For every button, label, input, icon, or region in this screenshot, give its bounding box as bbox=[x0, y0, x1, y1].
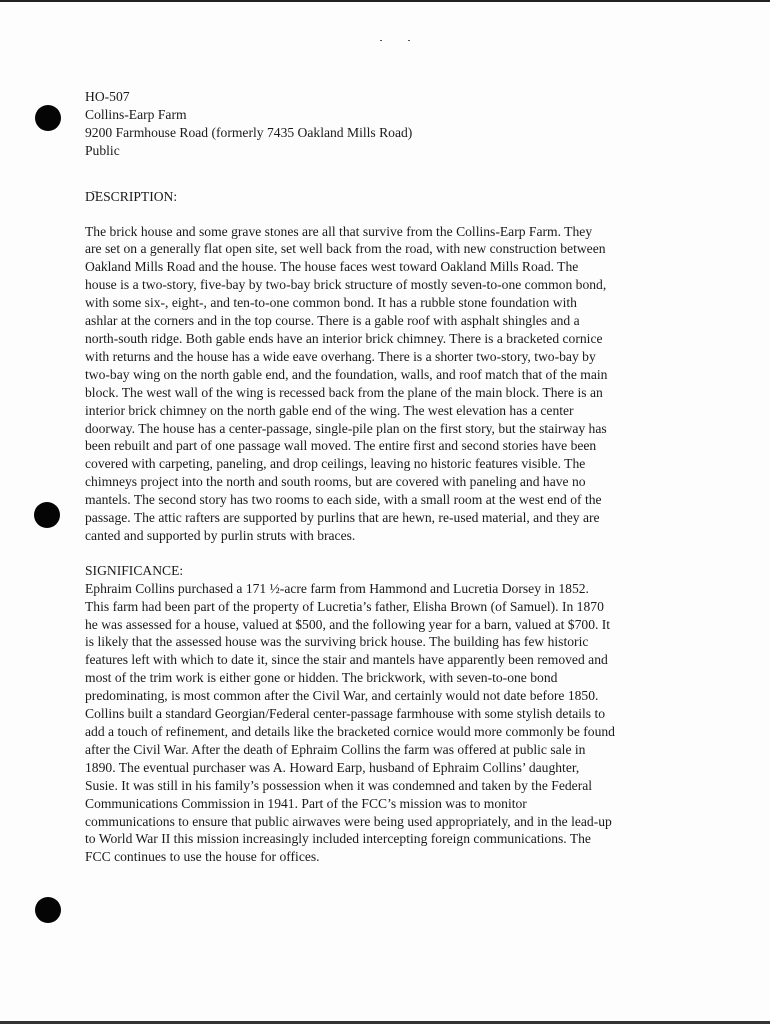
site-header bbox=[85, 88, 685, 160]
description-line: two-bay wing on the north gable end, and the foundation, walls, and roof match that of the main bbox=[85, 366, 608, 382]
scan-speck bbox=[408, 40, 410, 41]
description-line: interior brick chimney on the north gable end of the wing. The west elevation has a center bbox=[85, 402, 574, 418]
description-line: north-south ridge. Both gable ends have an interior brick chimney. There is a bracketed cornice bbox=[85, 330, 603, 346]
significance-line: he was assessed for a house, valued at $500, and the following year for a barn, valued at $700. It bbox=[85, 616, 611, 632]
site-name: Collins-Earp Farm bbox=[85, 106, 187, 122]
significance-line: This farm had been part of the property of Lucretia’s father, Elisha Brown (of Samuel). In 1870 bbox=[85, 598, 604, 614]
description-line: Oakland Mills Road and the house. The house faces west toward Oakland Mills Road. The bbox=[85, 259, 579, 275]
significance-line: after the Civil War. After the death of Ephraim Collins the farm was offered at public sale in bbox=[85, 741, 586, 757]
site-access: Public bbox=[85, 142, 120, 158]
punch-hole-icon bbox=[35, 105, 61, 131]
description-line: passage. The attic rafters are supported by purlins that are hewn, re-used material, and they are bbox=[85, 510, 600, 526]
description-line: with returns and the house has a wide eave overhang. There is a shorter two-story, two-bay by bbox=[85, 348, 596, 364]
significance-line: 1890. The eventual purchaser was A. Howard Earp, husband of Ephraim Collins’ daughter, bbox=[85, 759, 580, 775]
significance-line: features left with which to date it, since the stair and mantels have apparently been removed and bbox=[85, 652, 608, 668]
scan-speck bbox=[380, 40, 382, 41]
description-line: ashlar at the corners and in the top course. There is a gable roof with asphalt shingles and a bbox=[85, 313, 580, 329]
punch-hole-icon bbox=[34, 502, 60, 528]
description-paragraph bbox=[85, 223, 685, 545]
description-line: block. The west wall of the wing is recessed back from the plane of the main block. There is an bbox=[85, 384, 603, 400]
significance-line: Ephraim Collins purchased a 171 ½-acre farm from Hammond and Lucretia Dorsey in 1852. bbox=[85, 580, 589, 596]
significance-line: is likely that the assessed house was the surviving brick house. The building has few historic bbox=[85, 634, 589, 650]
significance-line: communications to ensure that public airwaves were being used appropriately, and in the lead-up bbox=[85, 813, 612, 829]
description-line: house is a two-story, five-bay by two-bay brick structure of mostly seven-to-one common bond, bbox=[85, 277, 607, 293]
document-body bbox=[85, 88, 685, 866]
scan-edge-top bbox=[0, 0, 770, 2]
description-line: chimneys project into the north and south rooms, but are covered with paneling and have no bbox=[85, 474, 586, 490]
site-id: HO-507 bbox=[85, 89, 130, 104]
description-line: covered with carpeting, paneling, and drop ceilings, leaving no historic features visible. The bbox=[85, 456, 586, 472]
description-heading: DESCRIPTION: bbox=[85, 188, 178, 204]
punch-hole-icon bbox=[35, 897, 61, 923]
description-line: doorway. The house has a center-passage, single-pile plan on the first story, but the stairway has bbox=[85, 420, 607, 436]
significance-line: predominating, is most common after the Civil War, and certainly would not date before 1850. bbox=[85, 688, 599, 704]
description-line: with some six-, eight-, and ten-to-one common bond. It has a rubble stone foundation with bbox=[85, 295, 577, 311]
description-line: The brick house and some grave stones are all that survive from the Collins-Earp Farm. They bbox=[85, 223, 593, 239]
description-line: been rebuilt and part of one passage wall moved. The entire first and second stories have been bbox=[85, 438, 597, 454]
significance-line: add a touch of refinement, and details like the bracketed cornice would more commonly be found bbox=[85, 724, 615, 739]
description-line: canted and supported by purlin struts with braces. bbox=[85, 527, 356, 543]
significance-line: to World War II this mission increasingly included intercepting foreign communications. The bbox=[85, 831, 591, 847]
significance-line: Communications Commission in 1941. Part of the FCC’s mission was to monitor bbox=[85, 795, 527, 811]
significance-line: Susie. It was still in his family’s possession when it was condemned and taken by the Federal bbox=[85, 777, 593, 793]
significance-line: Collins built a standard Georgian/Federal center-passage farmhouse with some stylish details to bbox=[85, 706, 606, 722]
significance-line: FCC continues to use the house for offices. bbox=[85, 849, 320, 865]
description-line: mantels. The second story has two rooms to each side, with a small room at the west end of the bbox=[85, 492, 602, 508]
significance-paragraph bbox=[85, 580, 685, 867]
significance-heading: SIGNIFICANCE: bbox=[85, 562, 184, 578]
site-address: 9200 Farmhouse Road (formerly 7435 Oakland Mills Road) bbox=[85, 124, 413, 140]
description-line: are set on a generally flat open site, set well back from the road, with new construction between bbox=[85, 241, 606, 257]
significance-line: most of the trim work is either gone or hidden. The brickwork, with seven-to-one bond bbox=[85, 670, 558, 686]
